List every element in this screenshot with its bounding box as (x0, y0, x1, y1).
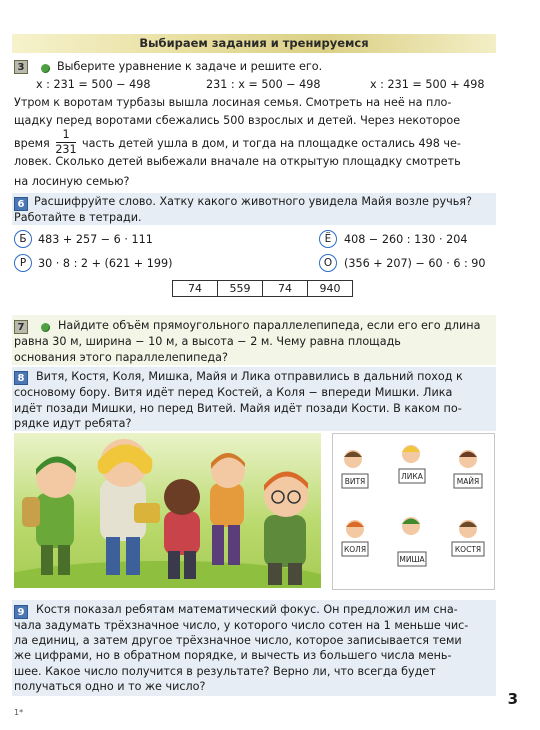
code-cell: 940 (308, 281, 353, 297)
task3-lead: Выберите уравнение к задаче и решите его. (57, 60, 323, 73)
code-row (173, 281, 353, 297)
task-number-3: 3 (14, 60, 28, 74)
code-cell: 74 (173, 281, 218, 297)
task3-line-5: на лосиную семью? (14, 175, 130, 188)
letter-r: Р (14, 254, 32, 272)
task-number-6: 6 (14, 197, 28, 211)
name-cards-drawing (333, 434, 494, 589)
green-dot-icon (41, 323, 50, 332)
card-label: ЛИКА (401, 472, 423, 481)
card-figure (452, 520, 484, 556)
card-figure (454, 450, 482, 488)
card-label: МАЙЯ (456, 477, 480, 486)
code-table (172, 280, 353, 297)
task-number-9: 9 (14, 605, 28, 619)
task7-line-3: основания этого параллелепипеда? (14, 351, 228, 364)
equation-3: x : 231 = 500 + 498 (370, 78, 485, 91)
letter-yo: Ё (319, 230, 337, 248)
section-title: Выбираем задания и тренируемся (139, 36, 369, 50)
card-figure (398, 517, 426, 566)
children-drawing (14, 433, 321, 588)
card-label: МИША (399, 555, 425, 564)
task6-line-1: Расшифруйте слово. Хатку какого животного увидела Майя возле ручья? (34, 195, 472, 208)
child-figure (98, 439, 160, 575)
task3-line-1: Утром к воротам турбазы вышла лосиная семья. Смотреть на неё на пло- (14, 96, 452, 109)
letter-o: О (319, 254, 337, 272)
name-cards-panel (332, 433, 495, 590)
task3-line-3: часть детей ушла в дом, и тогда на площадке остались 498 че- (82, 137, 461, 150)
fraction-denominator: 231 (55, 143, 77, 156)
task9-line-1: Костя показал ребятам математический фокус. Он предложил им сна- (36, 603, 458, 616)
task3-line-4: ловек. Сколько детей выбежали вначале на открытую площадку смотреть (14, 155, 461, 168)
card-figure (342, 520, 368, 556)
expr-o: (356 + 207) − 60 · 6 : 90 (344, 257, 486, 270)
child-figure (210, 453, 245, 565)
card-label: КОЛЯ (343, 545, 367, 554)
footer-mark: 1* (14, 708, 24, 717)
task7-line-1: Найдите объём прямоугольного параллелепипеда, если его его длина (58, 319, 481, 332)
task-number-8: 8 (14, 371, 28, 385)
task8-line-3: идёт позади Мишки, но перед Витей. Майя идёт позади Кости. В каком по- (14, 402, 462, 415)
card-label: ВИТЯ (344, 477, 366, 486)
task9-line-6: получаться одно и то же число? (14, 680, 206, 693)
children-illustration (14, 433, 321, 588)
card-figure (399, 445, 425, 483)
equation-2: 231 : x = 500 − 498 (206, 78, 321, 91)
task9-line-2: чала задумать трёхзначное число, у которого число сотен на 1 меньше чис- (14, 619, 469, 632)
task3-time-word: время (14, 137, 50, 150)
letter-b: Б (14, 230, 32, 248)
child-figure (22, 456, 76, 575)
task9-line-4: же цифрами, но в обратном порядке, и вычесть из большего числа мень- (14, 649, 452, 662)
task8-line-4: рядке идут ребята? (14, 417, 132, 430)
task7-line-2: равна 30 м, ширина − 10 м, а высота − 2 м. Чему равна площадь (14, 335, 401, 348)
fraction (55, 129, 77, 155)
equation-1: x : 231 = 500 − 498 (36, 78, 151, 91)
card-figure (342, 450, 368, 488)
green-dot-icon (41, 64, 50, 73)
page-number: 3 (507, 690, 518, 708)
task9-line-3: ла единиц, а затем другое трёхзначное число, которое записывается теми (14, 634, 462, 647)
code-cell: 559 (218, 281, 263, 297)
task3-line-2: щадку перед воротами сбежались 500 взрослых и детей. Через некоторое (14, 114, 461, 127)
task-number-7: 7 (14, 320, 28, 334)
task8-line-1: Витя, Костя, Коля, Мишка, Майя и Лика отправились в дальний поход к (36, 370, 463, 383)
expr-r: 30 · 8 : 2 + (621 + 199) (38, 257, 173, 270)
code-cell: 74 (263, 281, 308, 297)
section-banner (12, 34, 496, 53)
expr-yo: 408 − 260 : 130 · 204 (344, 233, 468, 246)
task9-line-5: шее. Какое число получится в результате? Верно ли, что всегда будет (14, 665, 436, 678)
expr-b: 483 + 257 − 6 · 111 (38, 233, 153, 246)
card-label: КОСТЯ (454, 545, 482, 554)
task8-line-2: сосновому бору. Витя идёт перед Костей, а Коля − впереди Мишки. Лика (14, 386, 453, 399)
fraction-numerator: 1 (62, 128, 70, 141)
task6-line-2: Работайте в тетради. (14, 211, 142, 224)
